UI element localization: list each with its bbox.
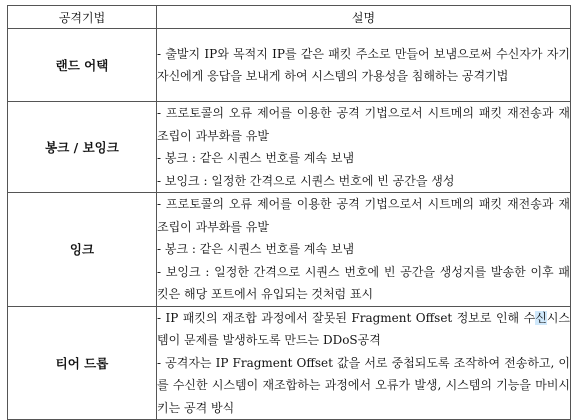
- description-text: - IP 패킷의 재조합 과정에서 잘못된 Fragment Offset 정보로 인해 수: [157, 310, 536, 325]
- table-row: [8, 102, 571, 193]
- attack-description: [157, 29, 571, 102]
- description-text: 시스템이 문제를 발생하도록 만드는 DDoS공격: [157, 310, 570, 347]
- table-row: [8, 29, 571, 102]
- description-line: - 출발지 IP와 목적지 IP를 같은 패킷 주소로 만들어 보냄으로써 수신자가 자기 자신에게 응답을 보내게 하여 시스템의 가용성을 침해하는 공격기법: [157, 46, 570, 83]
- attack-name: 봉크 / 보잉크: [8, 102, 157, 193]
- attack-description: [157, 102, 571, 193]
- attack-name: 티어 드롭: [8, 306, 157, 420]
- attack-description: [157, 193, 571, 307]
- table-row: [8, 306, 571, 420]
- description-line: - 프로토콜의 오류 제어를 이용한 공격 기법으로서 시트메의 패킷 재전송과 재조립이 과부화를 유발: [157, 197, 570, 234]
- description-line: - 봉크 : 같은 시퀀스 번호를 계속 보냄: [157, 151, 355, 165]
- header-attack-technique: 공격기법: [8, 6, 157, 29]
- description-line: - 보잉크 : 일정한 간격으로 시퀀스 번호에 빈 공간을 생성: [157, 173, 455, 188]
- attack-name: 랜드 어택: [8, 29, 157, 102]
- description-line: - 보잉크 : 일정한 간격으로 시퀀스 번호에 빈 공간을 생성지를 발송한 이후 패킷은 해당 포트에서 유입되는 것처럼 표시: [157, 264, 570, 301]
- text-selection-highlight[interactable]: 신: [535, 310, 547, 325]
- description-line: - 프로토콜의 오류 제어를 이용한 공격 기법으로서 시트메의 패킷 재전송과 재조립이 과부화를 유발: [157, 106, 570, 143]
- table-row: [8, 193, 571, 307]
- description-line: - 공격자는 IP Fragment Offset 값을 서로 중첩되도록 조작하여 전송하고, 이를 수신한 시스템이 재조합하는 과정에서 오류가 발생, 시스템의 기능을 마비시키는 공격 방식: [157, 355, 570, 415]
- attack-name: 잉크: [8, 193, 157, 307]
- description-line: [157, 307, 570, 352]
- table-header-row: [8, 6, 571, 29]
- header-description: 설명: [157, 6, 571, 29]
- description-line: - 봉크 : 같은 시퀀스 번호를 계속 보냄: [157, 242, 355, 256]
- attack-technique-table: [7, 5, 571, 420]
- attack-description: [157, 306, 571, 420]
